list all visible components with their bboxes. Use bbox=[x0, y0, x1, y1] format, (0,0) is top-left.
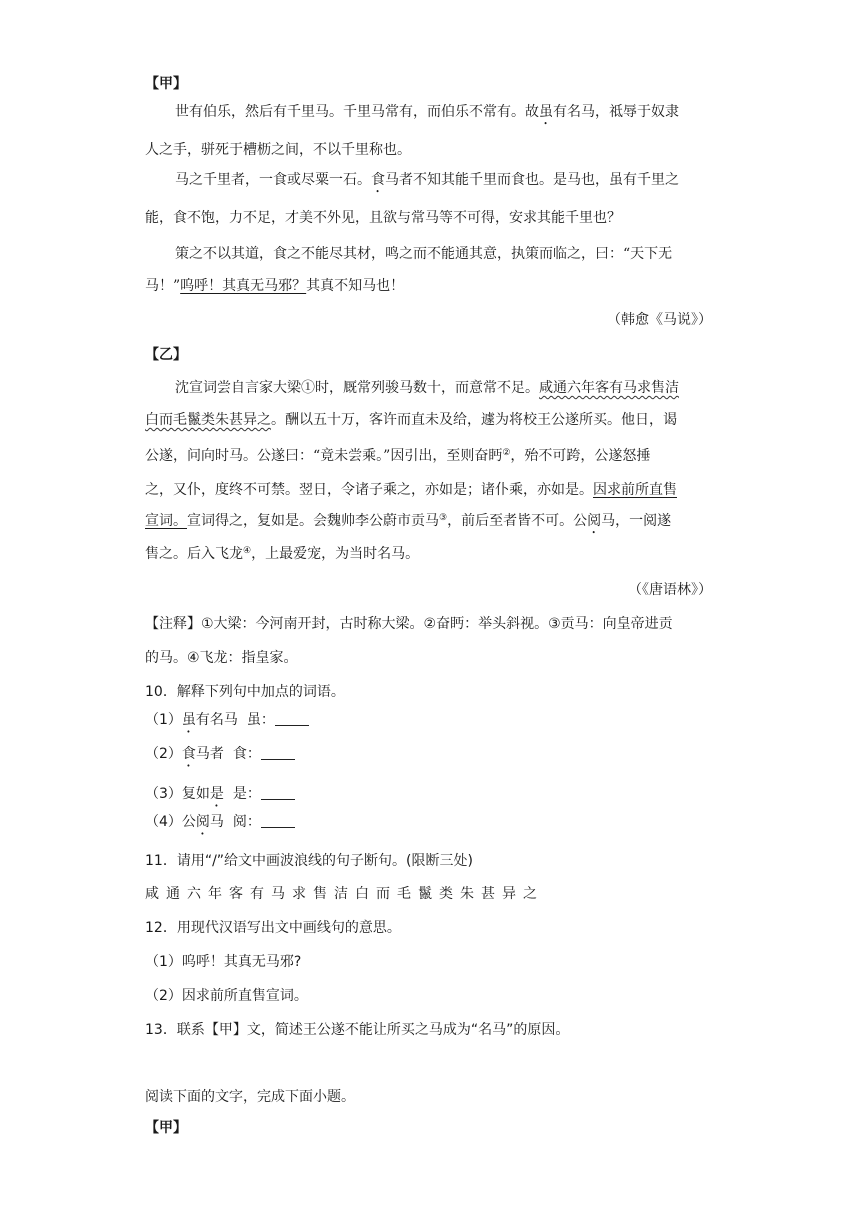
jia-paragraph-3-line-2: 马！”呜呼！其真无马邪？其真不知马也！ bbox=[145, 278, 405, 294]
notes-line-2: 的马。④飞龙：指皇家。 bbox=[145, 650, 298, 666]
yi-source: （《唐语林》） bbox=[628, 582, 712, 598]
jia-paragraph-1-line-1: 世有伯乐，然后有千里马。千里马常有，而伯乐不常有。故虽有名马，祗辱于奴隶 bbox=[175, 104, 679, 120]
yi-line-1: 沈宣词尝自言家大梁①时，厩常列骏马数十，而意常不足。咸通六年客有马求售洁 bbox=[175, 380, 679, 396]
answer-blank[interactable] bbox=[261, 813, 295, 828]
question-13-stem: 13．联系【甲】文，简述王公遂不能让所买之马成为“名马”的原因。 bbox=[145, 1022, 570, 1038]
question-12-stem: 12．用现代汉语写出文中画线句的意思。 bbox=[145, 920, 401, 936]
next-section-title: 【甲】 bbox=[145, 1120, 187, 1136]
question-10-item-3: （3）复如是 是： bbox=[145, 784, 720, 810]
underlined-sentence: 因求前所直售 bbox=[593, 482, 677, 498]
question-12-item-1: （1）呜呼！其真无马邪? bbox=[145, 954, 302, 970]
jia-paragraph-3-line-1: 策之不以其道，食之不能尽其材，鸣之而不能通其意，执策而临之，曰：“天下无 bbox=[175, 246, 673, 262]
yi-line-2: 白而毛鬣类朱甚异之。酬以五十万，客许而直未及给，遽为将校王公遂所买。他日，谒 bbox=[145, 412, 677, 428]
yi-line-5: 宣词。宣词得之，复如是。会魏帅李公蔚市贡马③，前后至者皆不可。公阅马，一阅遂 bbox=[145, 513, 672, 529]
section-yi-title: 【乙】 bbox=[145, 347, 187, 363]
answer-blank[interactable] bbox=[261, 745, 295, 760]
yi-line-6: 售之。后入飞龙④，上最爱宠，为当时名马。 bbox=[145, 546, 420, 562]
jia-source: （韩愈《马说》） bbox=[607, 312, 712, 328]
notes-line-1: 【注释】①大梁：今河南开封，古时称大梁。②奋眄：举头斜视。③贡马：向皇帝进贡 bbox=[145, 616, 673, 632]
wavy-underlined-sentence: 咸通六年客有马求售洁 bbox=[539, 380, 679, 396]
underlined-sentence: 宣词。 bbox=[145, 513, 187, 529]
yi-line-4: 之，又仆，度终不可禁。翌日，令诸子乘之，亦如是；诸仆乘，亦如是。因求前所直售 bbox=[145, 482, 677, 498]
section-jia-title: 【甲】 bbox=[145, 76, 187, 92]
next-section-intro: 阅读下面的文字，完成下面小题。 bbox=[145, 1089, 355, 1105]
emphasized-word: 食 bbox=[371, 172, 385, 188]
yi-line-3: 公遂，问向时马。公遂曰：“竟未尝乘。”因引出，至则奋眄②，殆不可跨，公遂怒捶 bbox=[145, 448, 651, 464]
question-12-item-2: （2）因求前所直售宣词。 bbox=[145, 988, 308, 1004]
question-11-sentence: 咸通六年客有马求售洁白而毛鬣类朱甚异之 bbox=[145, 886, 544, 902]
underlined-sentence: 呜呼！其真无马邪？ bbox=[180, 278, 307, 294]
jia-paragraph-2-line-1: 马之千里者，一食或尽粟一石。食马者不知其能千里而食也。是马也，虽有千里之 bbox=[175, 172, 679, 188]
emphasized-word: 阅 bbox=[587, 513, 602, 529]
answer-blank[interactable] bbox=[261, 785, 295, 800]
jia-paragraph-1-line-2: 人之手，骈死于槽枥之间，不以千里称也。 bbox=[145, 142, 411, 158]
question-10-stem: 10．解释下列句中加点的词语。 bbox=[145, 684, 345, 700]
question-10-item-1: （1）虽有名马 虽： bbox=[145, 710, 720, 736]
question-11-stem: 11．请用“/”给文中画波浪线的句子断句。(限断三处) bbox=[145, 853, 473, 869]
answer-blank[interactable] bbox=[275, 711, 309, 726]
emphasized-word: 虽 bbox=[539, 104, 553, 120]
question-10-item-4: （4）公阅马 阅： bbox=[145, 812, 720, 838]
jia-paragraph-2-line-2: 能，食不饱，力不足，才美不外见，且欲与常马等不可得，安求其能千里也？ bbox=[145, 210, 621, 226]
question-10-item-2: （2）食马者 食： bbox=[145, 744, 720, 770]
wavy-underlined-sentence: 白而毛鬣类朱甚异之 bbox=[145, 412, 271, 428]
